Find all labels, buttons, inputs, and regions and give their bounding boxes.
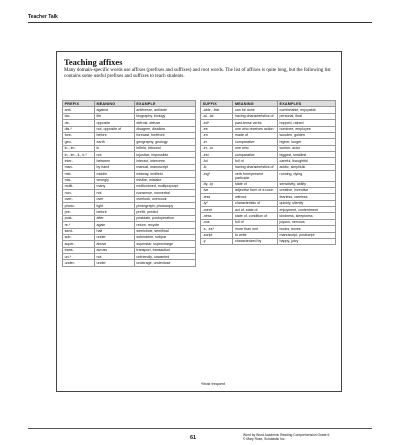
footer-credit-line: Word by Word Academic Reading Comprehension Grade 6	[243, 433, 330, 437]
table-cell: kindness, sleepiness	[277, 213, 335, 219]
page-number: 61	[190, 435, 197, 441]
table-cell: -ly*	[201, 200, 233, 206]
table-cell: super-	[63, 241, 95, 247]
table-cell: post-	[63, 215, 95, 221]
table-cell: un-*	[63, 254, 95, 260]
table-cell: many	[94, 183, 134, 189]
table-cell: over	[94, 196, 134, 202]
table-cell: one who	[233, 145, 278, 151]
table-cell: mid-	[63, 171, 95, 177]
table-cell: state of, condition of	[233, 213, 278, 219]
table-cell: biography, biology	[134, 113, 195, 119]
table-cell: not	[94, 254, 134, 260]
table-cell: re-*	[63, 222, 95, 228]
examples-column-header: EXAMPLES	[277, 101, 335, 107]
table-cell: semicircle, semifinal	[134, 228, 195, 234]
table-cell: midway, midfield	[134, 171, 195, 177]
table-cell: nonsense, nonverbal	[134, 190, 195, 196]
table-cell: return, recycle	[134, 222, 195, 228]
table-cell: mis-	[63, 177, 95, 183]
table-cell: de-	[63, 120, 95, 126]
table-cell: over-	[63, 196, 95, 202]
table-cell: inter-	[63, 158, 95, 164]
table-cell: wrongly	[94, 177, 134, 183]
table-cell: trans-	[63, 247, 95, 253]
table-cell: more than one	[233, 226, 278, 232]
table-cell: light	[94, 203, 134, 209]
table-cell: defrost, defuse	[134, 120, 195, 126]
table-cell: -ing*	[201, 171, 233, 181]
intro-paragraph: Many domain-specific words use affixes (prefixes and suffixes) and root words. The list of affixes is quite long, but the following list contains some useful prefixes and suffixes to teach students.	[64, 68, 331, 80]
table-cell: under	[94, 260, 134, 266]
table-cell: misfire, mistake	[134, 177, 195, 183]
page-header	[28, 14, 372, 23]
table-cell: above	[94, 241, 134, 247]
table-cell: adjective form of a noun	[233, 187, 278, 193]
table-cell: under	[94, 234, 134, 240]
table-cell: -er, -or	[201, 145, 233, 151]
table-cell: verb form/present participle	[233, 171, 278, 181]
table-cell: -ness	[201, 213, 233, 219]
table-cell: to write	[233, 232, 278, 238]
table-cell: manual, manuscript	[134, 164, 195, 170]
table-cell: happy, juicy	[277, 238, 335, 244]
table-cell: running, dying	[277, 171, 335, 181]
table-row	[201, 171, 336, 181]
table-cell: full of	[233, 219, 278, 225]
table-cell: careful, thoughtful	[277, 158, 335, 164]
table-cell: -s, -es*	[201, 226, 233, 232]
table-cell: not	[94, 190, 134, 196]
table-cell: again	[94, 222, 134, 228]
table-cell: under-	[63, 260, 95, 266]
prefix-table	[62, 100, 196, 267]
table-cell: antifreeze, antidote	[134, 107, 195, 113]
example-column-header: EXAMPLE	[134, 101, 195, 107]
section-title: Teaching affixes	[64, 57, 123, 67]
table-cell: -est	[201, 152, 233, 158]
table-cell: underage, underdose	[134, 260, 195, 266]
table-cell: -script	[201, 232, 233, 238]
table-cell: full of	[233, 158, 278, 164]
table-cell: -al, -ial	[201, 113, 233, 119]
table-cell: interact, intervene	[134, 158, 195, 164]
header-title: Teacher Talk	[28, 14, 58, 20]
table-cell: -ive	[201, 187, 233, 193]
table-cell: disagree, disallow	[134, 126, 195, 132]
footnote: *Most frequent	[201, 382, 225, 386]
footer-rule	[28, 428, 372, 429]
table-cell: books, boxes	[277, 226, 335, 232]
table-row	[63, 260, 196, 266]
table-cell: photograph, photocopy	[134, 203, 195, 209]
table-cell: by hand	[94, 164, 134, 170]
table-cell: injustice, impossible	[134, 152, 195, 158]
table-cell: overlook, overcook	[134, 196, 195, 202]
table-cell: wooden, golden	[277, 132, 335, 138]
table-cell: semi-	[63, 228, 95, 234]
table-cell: earth	[94, 139, 134, 145]
header-rule	[28, 22, 372, 23]
meaning-column-header: MEANING	[94, 101, 134, 107]
table-cell: in-, im-, il-, ir-*	[63, 152, 95, 158]
table-cell: prefix, predict	[134, 209, 195, 215]
prefix-column-header: PREFIX	[63, 101, 95, 107]
table-cell: dis-*	[63, 126, 95, 132]
table-cell: comparative	[233, 139, 278, 145]
table-cell: manuscript, postscript	[277, 232, 335, 238]
table-cell: fearless, careless	[277, 194, 335, 200]
table-cell: hopped, rained	[277, 120, 335, 126]
table-cell: enjoyment, contentment	[277, 207, 335, 213]
table-cell: before	[94, 132, 134, 138]
table-cell: -en	[201, 132, 233, 138]
table-cell: made of	[233, 132, 278, 138]
table-cell: without	[233, 194, 278, 200]
table-cell: life	[94, 113, 134, 119]
table-cell: -ment	[201, 207, 233, 213]
table-cell: not	[94, 152, 134, 158]
table-cell: -y	[201, 238, 233, 244]
table-row	[201, 238, 336, 244]
table-cell: across	[94, 247, 134, 253]
table-cell: personal, final	[277, 113, 335, 119]
table-cell: -ic	[201, 164, 233, 170]
table-cell: non-	[63, 190, 95, 196]
table-cell: sensitivity, ability	[277, 181, 335, 187]
table-cell: comparative	[233, 152, 278, 158]
footer-credit-line: © Mary Rose, Scholastic Inc.	[243, 437, 286, 441]
suffix-column-header: SUFFIX	[201, 101, 233, 107]
table-cell: pre-	[63, 209, 95, 215]
table-cell: half	[94, 228, 134, 234]
table-cell: postdate, postoperation	[134, 215, 195, 221]
table-cell: anti-	[63, 107, 95, 113]
table-cell: can be done	[233, 107, 278, 113]
table-cell: man-	[63, 164, 95, 170]
table-cell: infield, inbound	[134, 145, 195, 151]
table-cell: quickly, silently	[277, 200, 335, 206]
meaning-column-header: MEANING	[233, 101, 278, 107]
table-cell: opposite	[94, 120, 134, 126]
table-cell: -ful	[201, 158, 233, 164]
table-cell: against	[94, 107, 134, 113]
table-cell: between	[94, 158, 134, 164]
table-cell: geo-	[63, 139, 95, 145]
table-cell: geography, geology	[134, 139, 195, 145]
table-cell: -ed*	[201, 120, 233, 126]
table-cell: having characteristics of	[233, 113, 278, 119]
table-cell: acidic, simplistic	[277, 164, 335, 170]
table-cell: middle	[94, 171, 134, 177]
table-cell: comfortable, enjoyable	[277, 107, 335, 113]
table-cell: state of	[233, 181, 278, 187]
table-cell: bio-	[63, 113, 95, 119]
table-cell: -less	[201, 194, 233, 200]
table-cell: higher, longer	[277, 139, 335, 145]
table-cell: sub-	[63, 234, 95, 240]
table-cell: creative, inventive	[277, 187, 335, 193]
table-cell: past-tense verbs	[233, 120, 278, 126]
table-cell: characterized by	[233, 238, 278, 244]
table-cell: in	[94, 145, 134, 151]
table-cell: having characteristics of	[233, 164, 278, 170]
table-cell: one who receives action	[233, 126, 278, 132]
table-cell: -er	[201, 139, 233, 145]
table-cell: nominee, employee	[277, 126, 335, 132]
table-cell: multi-	[63, 183, 95, 189]
table-cell: transport, transaction	[134, 247, 195, 253]
table-cell: multicolored, multipurpose	[134, 183, 195, 189]
suffix-table	[200, 100, 336, 245]
table-cell: joyous, nervous	[277, 219, 335, 225]
table-cell: biggest, smallest	[277, 152, 335, 158]
footer-credit	[243, 433, 363, 441]
table-cell: characteristic of	[233, 200, 278, 206]
table-cell: unfriendly, unwanted	[134, 254, 195, 260]
table-cell: photo-	[63, 203, 95, 209]
table-cell: worker, actor	[277, 145, 335, 151]
table-cell: submarine, subpar	[134, 234, 195, 240]
table-cell: before	[94, 209, 134, 215]
table-cell: -ee	[201, 126, 233, 132]
table-cell: in-, im-	[63, 145, 95, 151]
table-cell: -ous	[201, 219, 233, 225]
table-cell: -ity, -ty	[201, 181, 233, 187]
table-cell: fore-	[63, 132, 95, 138]
table-cell: superstar, supercharge	[134, 241, 195, 247]
table-cell: -able, -ible	[201, 107, 233, 113]
table-cell: after	[94, 215, 134, 221]
table-cell: forecast, forefront	[134, 132, 195, 138]
table-cell: not, opposite of	[94, 126, 134, 132]
table-cell: act of, state of	[233, 207, 278, 213]
